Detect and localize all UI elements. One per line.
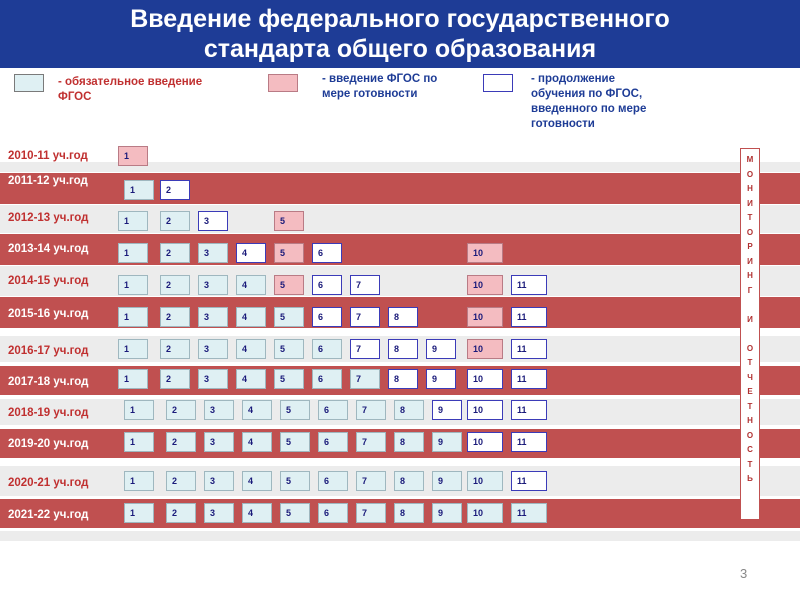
grade-cell: 5 [280, 471, 310, 491]
grade-cell: 8 [388, 369, 418, 389]
grade-cell: 5 [274, 339, 304, 359]
grade-cell: 5 [280, 432, 310, 452]
legend-text-mandatory: - обязательное введение ФГОС [58, 76, 203, 103]
grade-cell: 3 [204, 471, 234, 491]
grade-cell: 6 [312, 307, 342, 327]
grade-cell: 4 [236, 307, 266, 327]
year-label: 2010-11 уч.год [8, 150, 88, 162]
grade-cell: 6 [318, 432, 348, 452]
monitoring-letter: И [747, 314, 753, 324]
grade-cell: 11 [511, 275, 547, 295]
grade-cell: 8 [388, 307, 418, 327]
grade-cell: 1 [124, 180, 154, 200]
title-line-1: Введение федерального государственного [130, 5, 670, 33]
grade-cell: 7 [356, 471, 386, 491]
grade-cell: 3 [204, 503, 234, 523]
grade-cell: 3 [198, 307, 228, 327]
monitoring-letter: Е [747, 387, 753, 396]
year-label: 2011-12 уч.год [8, 175, 88, 187]
grade-cell: 5 [274, 307, 304, 327]
grade-cell: 7 [356, 503, 386, 523]
legend-swatch-by-readiness [268, 74, 298, 92]
grade-cell: 6 [312, 369, 342, 389]
legend-swatch-continuation [483, 74, 513, 92]
grade-cell: 9 [432, 432, 462, 452]
year-label: 2014-15 уч.год [8, 275, 89, 287]
grade-cell: 11 [511, 369, 547, 389]
monitoring-letter: О [746, 169, 754, 179]
grade-cell: 11 [511, 471, 547, 491]
grade-cell: 2 [160, 339, 190, 359]
grade-cell: 7 [356, 400, 386, 420]
grade-cell: 1 [118, 243, 148, 263]
grade-cell: 1 [124, 432, 154, 452]
year-label: 2021-22 уч.год [8, 509, 89, 521]
monitoring-letter: О [746, 343, 754, 353]
grade-cell: 2 [166, 503, 196, 523]
grade-cell: 9 [432, 400, 462, 420]
grade-cell: 2 [160, 180, 190, 200]
grade-cell: 11 [511, 432, 547, 452]
grade-cell: 3 [198, 243, 228, 263]
monitoring-column [740, 148, 760, 520]
grade-cell: 2 [160, 211, 190, 231]
grade-cell: 4 [242, 471, 272, 491]
monitoring-letter: Ч [747, 372, 753, 382]
page-number: 3 [740, 566, 748, 581]
grade-cell: 1 [124, 503, 154, 523]
grade-cell: 6 [312, 275, 342, 295]
grade-cell: 7 [350, 369, 380, 389]
grade-cell: 6 [318, 471, 348, 491]
year-label: 2016-17 уч.год [8, 345, 89, 357]
year-label: 2012-13 уч.год [8, 212, 89, 224]
grade-cell: 5 [280, 503, 310, 523]
grade-cell: 1 [124, 471, 154, 491]
year-label: 2019-20 уч.год [8, 438, 89, 450]
monitoring-letter: Ь [747, 474, 753, 483]
grade-cell: 1 [118, 275, 148, 295]
grade-cell: 1 [118, 369, 148, 389]
grade-cell: 11 [511, 400, 547, 420]
monitoring-letter: Т [747, 358, 753, 367]
grade-cell: 8 [394, 400, 424, 420]
row-stripe [0, 531, 800, 541]
monitoring-letter: Н [747, 416, 753, 425]
grade-cell: 6 [318, 400, 348, 420]
grade-cell: 9 [426, 369, 456, 389]
monitoring-letter: С [747, 445, 753, 454]
grade-cell: 9 [432, 471, 462, 491]
grade-cell: 4 [242, 503, 272, 523]
grade-cell: 3 [198, 211, 228, 231]
grade-cell: 2 [166, 400, 196, 420]
monitoring-letter: Т [747, 213, 753, 222]
legend-text-by-readiness: - введение ФГОС по мере готовности [322, 73, 438, 100]
grade-cell: 6 [318, 503, 348, 523]
year-label: 2020-21 уч.год [8, 477, 89, 489]
monitoring-letter: И [747, 256, 753, 266]
grade-cell: 4 [236, 339, 266, 359]
year-label: 2017-18 уч.год [8, 376, 89, 388]
grade-cell: 5 [274, 275, 304, 295]
grade-cell: 8 [394, 503, 424, 523]
grade-cell: 2 [166, 432, 196, 452]
grade-cell: 4 [242, 432, 272, 452]
grade-cell: 10 [467, 275, 503, 295]
grade-cell: 11 [511, 339, 547, 359]
grade-cell: 10 [467, 339, 503, 359]
grade-cell: 7 [356, 432, 386, 452]
monitoring-letter: О [746, 227, 754, 237]
monitoring-letter: Р [747, 242, 753, 251]
monitoring-letter: Г [747, 285, 753, 295]
grade-cell: 6 [312, 243, 342, 263]
grade-cell: 2 [160, 243, 190, 263]
grade-cell: 1 [118, 307, 148, 327]
grade-cell: 2 [160, 369, 190, 389]
grade-cell: 11 [511, 503, 547, 523]
grade-cell: 6 [312, 339, 342, 359]
monitoring-letter: М [746, 155, 754, 164]
grade-cell: 3 [204, 432, 234, 452]
grade-cell: 7 [350, 307, 380, 327]
grade-cell: 3 [198, 339, 228, 359]
grade-cell: 5 [274, 211, 304, 231]
legend-swatch-mandatory [14, 74, 44, 92]
legend-text-continuation: - продолжение обучения по ФГОС, введенного по мере готовности [531, 73, 647, 130]
grade-cell: 10 [467, 369, 503, 389]
grade-cell: 3 [198, 369, 228, 389]
monitoring-letter: О [746, 430, 754, 440]
grade-cell: 5 [274, 369, 304, 389]
monitoring-letter: Т [747, 459, 753, 469]
grade-cell: 8 [388, 339, 418, 359]
grade-cell: 1 [118, 339, 148, 359]
monitoring-letter: Т [747, 401, 753, 411]
grade-cell: 8 [394, 471, 424, 491]
slide-title [0, 0, 800, 68]
grade-cell: 3 [198, 275, 228, 295]
grade-cell: 2 [166, 471, 196, 491]
grade-cell: 1 [124, 400, 154, 420]
grade-cell: 11 [511, 307, 547, 327]
grade-cell: 4 [236, 243, 266, 263]
grade-cell: 9 [426, 339, 456, 359]
year-label: 2018-19 уч.год [8, 407, 89, 419]
grade-cell: 4 [236, 275, 266, 295]
grade-cell: 10 [467, 307, 503, 327]
grade-cell: 2 [160, 275, 190, 295]
grade-cell: 3 [204, 400, 234, 420]
year-label: 2013-14 уч.год [8, 243, 89, 255]
monitoring-letter: Н [747, 271, 753, 280]
grade-cell: 7 [350, 339, 380, 359]
grade-cell: 10 [467, 243, 503, 263]
grade-cell: 10 [467, 432, 503, 452]
grade-cell: 9 [432, 503, 462, 523]
grade-cell: 1 [118, 146, 148, 166]
title-line-2: стандарта общего образования [203, 35, 597, 63]
grade-cell: 10 [467, 503, 503, 523]
grade-cell: 5 [274, 243, 304, 263]
grade-cell: 5 [280, 400, 310, 420]
grade-cell: 2 [160, 307, 190, 327]
grade-cell: 1 [118, 211, 148, 231]
monitoring-letter: Н [747, 184, 753, 193]
grade-cell: 7 [350, 275, 380, 295]
grade-cell: 4 [236, 369, 266, 389]
monitoring-letter: И [747, 198, 753, 208]
grade-cell: 8 [394, 432, 424, 452]
grade-cell: 4 [242, 400, 272, 420]
year-label: 2015-16 уч.год [8, 308, 89, 320]
row-band [0, 173, 800, 204]
grade-cell: 10 [467, 400, 503, 420]
grade-cell: 10 [467, 471, 503, 491]
